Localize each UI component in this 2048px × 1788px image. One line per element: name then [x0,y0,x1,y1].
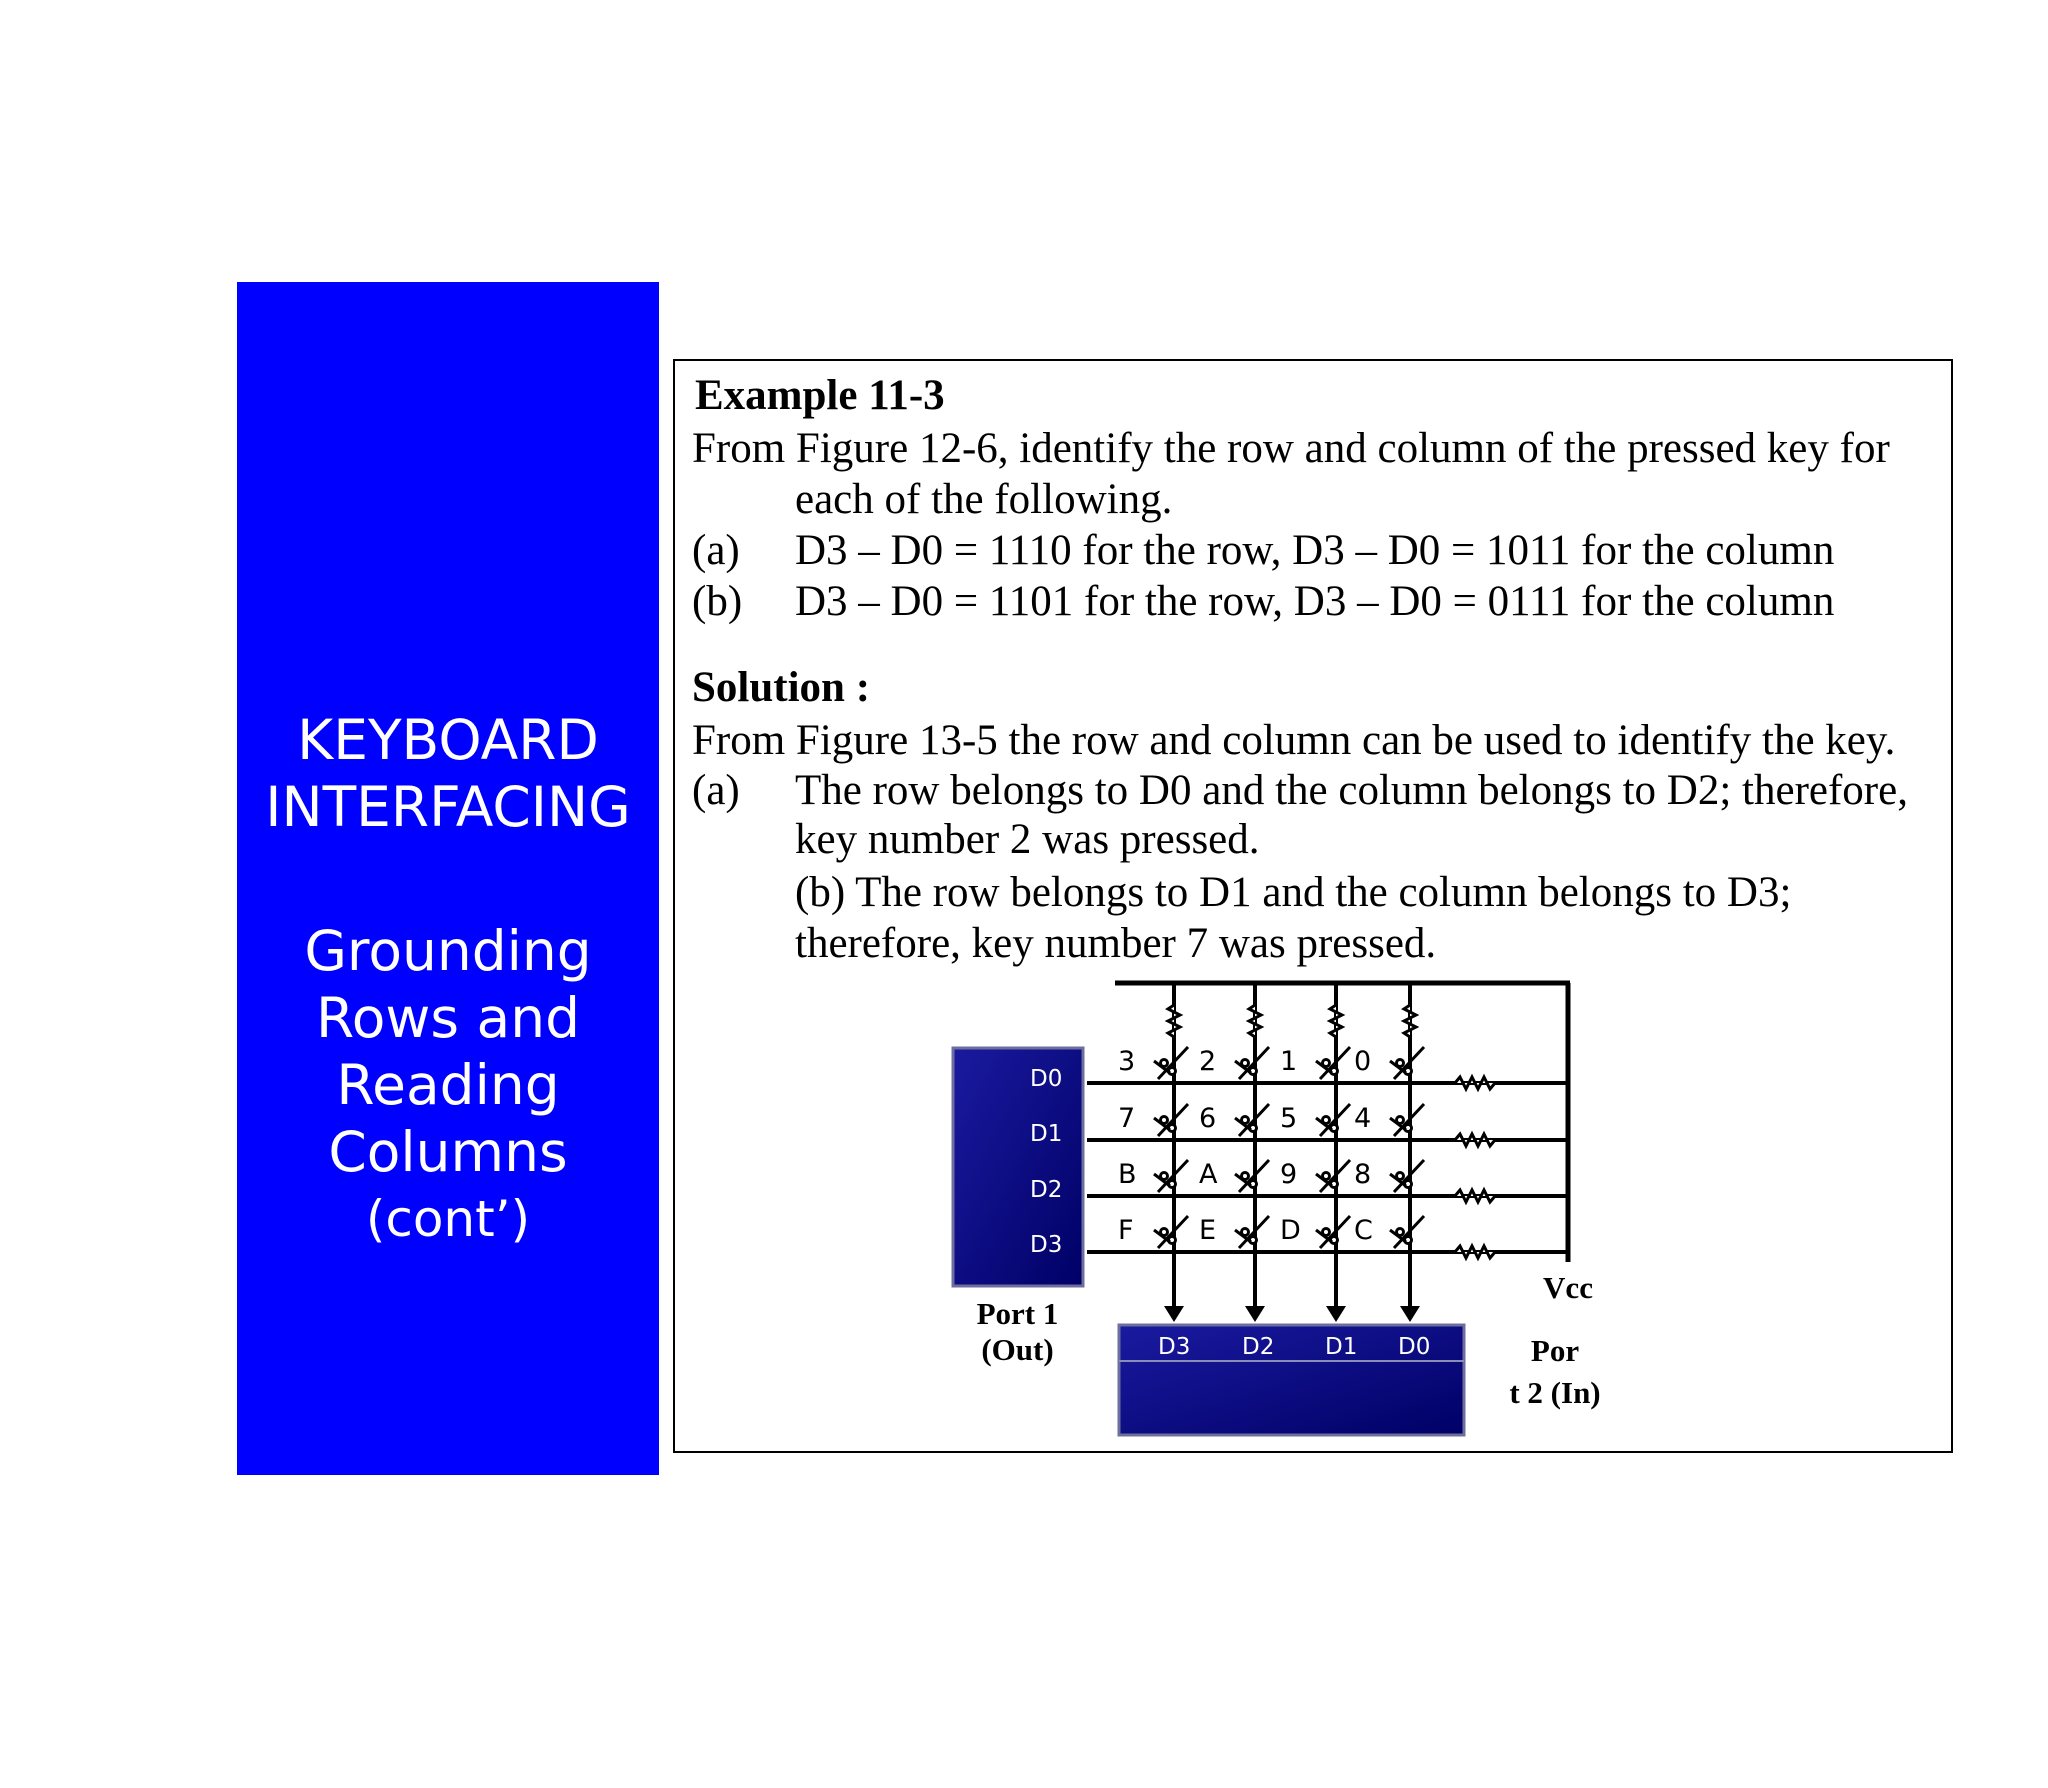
solution-heading: Solution : [692,664,871,711]
question-line-1: From Figure 12-6, identify the row and column of the pressed key for [692,425,1890,472]
arrow-icon [1245,1306,1265,1322]
key-switch-icon [1154,1216,1188,1248]
key-switch-icon [1316,1047,1350,1079]
key-switch-icon [1390,1160,1424,1192]
question-line-2: each of the following. [795,476,1173,523]
port1-label-line-1: Port 1 [976,1296,1059,1331]
port1-label-line-2: (Out) [981,1332,1054,1367]
port2-label [1480,1330,1630,1414]
key-label-1: 1 [1280,1046,1298,1077]
key-label-2: 2 [1199,1046,1217,1077]
port2-label-line-2: t 2 (In) [1509,1375,1601,1410]
key-label-d: D [1280,1215,1301,1246]
key-switch-icon [1235,1047,1269,1079]
part-b-marker: (b) [692,578,743,625]
port1-label [955,1296,1080,1368]
port2-col-label-d0: D0 [1398,1334,1431,1360]
key-switch-icon [1390,1216,1424,1248]
resistor-icon [1330,1005,1342,1037]
key-label-e: E [1199,1215,1217,1246]
port2-col-label-d1: D1 [1325,1334,1358,1360]
resistor-icon [1168,1005,1180,1037]
port1-row-label-d0: D0 [1030,1066,1063,1092]
key-label-f: F [1118,1215,1134,1246]
resistor-icon [1249,1005,1261,1037]
key-switch-icon [1390,1104,1424,1136]
key-switch-icon [1235,1160,1269,1192]
subtitle-line-4: Columns [328,1120,568,1184]
part-a-text: D3 – D0 = 1110 for the row, D3 – D0 = 1011 for the column [795,527,1835,574]
row-lines [1087,1083,1568,1252]
key-switch-icon [1235,1216,1269,1248]
key-switch-icon [1316,1216,1350,1248]
subtitle-line-1: Grounding [304,919,592,983]
key-switch-icon [1154,1104,1188,1136]
key-label-c: C [1354,1215,1373,1246]
key-label-3: 3 [1118,1046,1136,1077]
arrow-icon [1164,1306,1184,1322]
key-label-a: A [1199,1159,1218,1190]
solution-a-line-1: The row belongs to D0 and the column belongs to D2; therefore, [795,767,1908,814]
port1-row-label-d2: D2 [1030,1177,1063,1203]
vcc-label: Vcc [1543,1270,1593,1305]
solution-b-line-1: (b) The row belongs to D1 and the column belongs to D3; [795,869,1792,916]
key-label-4: 4 [1354,1103,1372,1134]
resistor-icon [1455,1134,1495,1146]
arrow-icon [1400,1306,1420,1322]
port1-row-label-d3: D3 [1030,1232,1063,1258]
arrow-icon [1326,1306,1346,1322]
port1-box [953,1048,1083,1286]
key-switch-icon [1316,1104,1350,1136]
key-switch-icon [1316,1160,1350,1192]
resistor-icon [1404,1005,1416,1037]
resistor-icon [1455,1246,1495,1258]
key-label-0: 0 [1354,1046,1372,1077]
key-label-9: 9 [1280,1159,1298,1190]
column-resistors [1168,1005,1416,1037]
subtitle-line-5: (cont’) [365,1190,531,1248]
port2-label-line-1: Por [1530,1333,1580,1368]
solution-intro: From Figure 13-5 the row and column can be used to identify the key. [692,717,1896,764]
title-line-1: KEYBOARD [297,708,599,772]
port2-col-label-d2: D2 [1242,1334,1275,1360]
key-switch-icon [1235,1104,1269,1136]
subtitle-line-3: Reading [336,1053,560,1117]
solution-b-line-2: therefore, key number 7 was pressed. [795,920,1437,967]
solution-a-line-2: key number 2 was pressed. [795,816,1260,863]
key-switch-icon [1154,1160,1188,1192]
solution-a-marker: (a) [692,767,740,814]
part-a-marker: (a) [692,527,740,574]
part-b-text: D3 – D0 = 1101 for the row, D3 – D0 = 0111 for the column [795,578,1835,625]
key-label-5: 5 [1280,1103,1298,1134]
resistor-icon [1455,1077,1495,1089]
port2-col-label-d3: D3 [1158,1334,1191,1360]
resistor-icon [1455,1190,1495,1202]
column-arrows [1164,1306,1420,1322]
subtitle-line-2: Rows and [316,986,580,1050]
port1-row-label-d1: D1 [1030,1121,1063,1147]
key-label-7: 7 [1118,1103,1136,1134]
key-switch-icon [1390,1047,1424,1079]
column-lines [1174,983,1410,1308]
key-switch-icon [1154,1047,1188,1079]
example-heading: Example 11-3 [695,372,945,419]
key-label-8: 8 [1354,1159,1372,1190]
title-line-2: INTERFACING [265,775,631,839]
key-label-b: B [1118,1159,1137,1190]
key-label-6: 6 [1199,1103,1217,1134]
row-resistors [1455,1077,1495,1258]
